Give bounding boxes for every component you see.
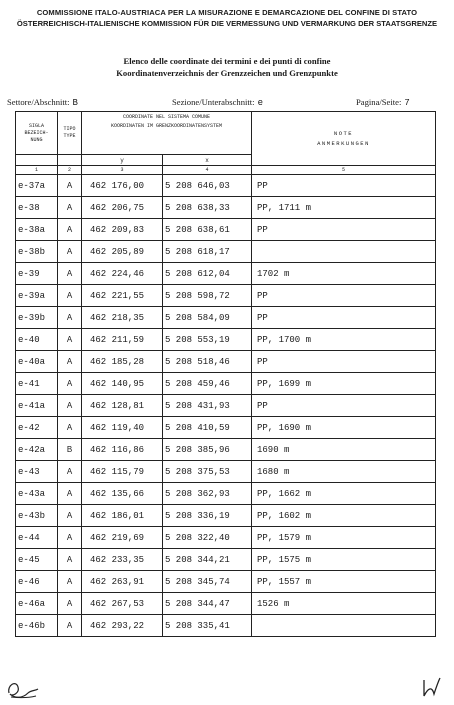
table-row	[16, 483, 436, 505]
cell-sigla: e-46	[16, 571, 58, 593]
table-row	[16, 505, 436, 527]
cell-type: A	[58, 461, 82, 483]
header-tipo-it: TIPO	[63, 126, 76, 132]
cell-type: A	[58, 263, 82, 285]
cell-note: PP, 1575 m	[252, 549, 436, 571]
column-number-2: 2	[58, 166, 82, 175]
cell-note: PP	[252, 219, 436, 241]
page-field	[356, 97, 410, 108]
header-x: x	[163, 155, 252, 166]
column-number-3: 3	[82, 166, 163, 175]
cell-note: 1680 m	[252, 461, 436, 483]
cell-type: A	[58, 417, 82, 439]
cell-x-coordinate: 5 208 612,04	[163, 263, 252, 285]
cell-x-coordinate: 5 208 336,19	[163, 505, 252, 527]
cell-note: 1702 m	[252, 263, 436, 285]
table-row	[16, 351, 436, 373]
cell-x-coordinate: 5 208 598,72	[163, 285, 252, 307]
cell-y-coordinate: 462 185,28	[82, 351, 163, 373]
cell-x-coordinate: 5 208 335,41	[163, 615, 252, 637]
cell-x-coordinate: 5 208 638,33	[163, 197, 252, 219]
cell-type: A	[58, 197, 82, 219]
header-y: y	[82, 155, 163, 166]
cell-y-coordinate: 462 209,83	[82, 219, 163, 241]
coordinates-table	[15, 111, 436, 637]
subsection-value: e	[257, 98, 263, 108]
header-blank-1	[16, 155, 58, 166]
table-row	[16, 373, 436, 395]
cell-type: A	[58, 373, 82, 395]
cell-y-coordinate: 462 186,01	[82, 505, 163, 527]
cell-x-coordinate: 5 208 375,53	[163, 461, 252, 483]
header-notes	[252, 112, 436, 166]
cell-y-coordinate: 462 128,81	[82, 395, 163, 417]
table-row	[16, 197, 436, 219]
cell-y-coordinate: 462 218,35	[82, 307, 163, 329]
cell-y-coordinate: 462 221,55	[82, 285, 163, 307]
header-tipo	[58, 112, 82, 155]
cell-type: A	[58, 351, 82, 373]
cell-sigla: e-46b	[16, 615, 58, 637]
cell-sigla: e-39	[16, 263, 58, 285]
cell-y-coordinate: 462 219,69	[82, 527, 163, 549]
cell-type: A	[58, 615, 82, 637]
sector-label: Settore/Abschnitt:	[7, 97, 70, 107]
table-row	[16, 461, 436, 483]
cell-sigla: e-38a	[16, 219, 58, 241]
cell-y-coordinate: 462 224,46	[82, 263, 163, 285]
cell-y-coordinate: 462 211,59	[82, 329, 163, 351]
table-row	[16, 527, 436, 549]
table-row	[16, 263, 436, 285]
table-row	[16, 329, 436, 351]
table-row	[16, 395, 436, 417]
cell-y-coordinate: 462 233,35	[82, 549, 163, 571]
cell-note: PP, 1557 m	[252, 571, 436, 593]
cell-x-coordinate: 5 208 345,74	[163, 571, 252, 593]
cell-note: PP, 1699 m	[252, 373, 436, 395]
subsection-label: Sezione/Unterabschnitt:	[172, 97, 255, 107]
cell-type: A	[58, 329, 82, 351]
cell-x-coordinate: 5 208 322,40	[163, 527, 252, 549]
cell-sigla: e-40	[16, 329, 58, 351]
cell-y-coordinate: 462 115,79	[82, 461, 163, 483]
table-row	[16, 593, 436, 615]
cell-note: PP	[252, 175, 436, 197]
commission-title-italian: COMMISSIONE ITALO-AUSTRIACA PER LA MISURAZIONE E DEMARCAZIONE DEL CONFINE DI STATO	[36, 8, 418, 17]
cell-x-coordinate: 5 208 584,09	[163, 307, 252, 329]
header-notes-it: NOTE	[333, 129, 354, 137]
cell-note	[252, 241, 436, 263]
cell-x-coordinate: 5 208 553,19	[163, 329, 252, 351]
cell-type: A	[58, 505, 82, 527]
cell-sigla: e-38	[16, 197, 58, 219]
cell-type: A	[58, 527, 82, 549]
cell-x-coordinate: 5 208 646,03	[163, 175, 252, 197]
table-row	[16, 417, 436, 439]
cell-x-coordinate: 5 208 385,96	[163, 439, 252, 461]
cell-y-coordinate: 462 135,66	[82, 483, 163, 505]
table-row	[16, 175, 436, 197]
cell-note	[252, 615, 436, 637]
cell-type: A	[58, 571, 82, 593]
document-title-german: Koordinatenverzeichnis der Grenzzeichen und Grenzpunkte	[116, 68, 338, 78]
sector-value: B	[72, 98, 78, 108]
cell-sigla: e-42a	[16, 439, 58, 461]
cell-note: PP, 1602 m	[252, 505, 436, 527]
cell-sigla: e-38b	[16, 241, 58, 263]
header-sigla-it: SIGLA	[28, 122, 44, 129]
cell-x-coordinate: 5 208 638,61	[163, 219, 252, 241]
cell-sigla: e-39a	[16, 285, 58, 307]
cell-x-coordinate: 5 208 362,93	[163, 483, 252, 505]
cell-x-coordinate: 5 208 431,93	[163, 395, 252, 417]
cell-y-coordinate: 462 176,00	[82, 175, 163, 197]
table-row	[16, 549, 436, 571]
cell-type: A	[58, 593, 82, 615]
handwritten-initials-icon	[420, 674, 444, 700]
cell-x-coordinate: 5 208 459,46	[163, 373, 252, 395]
cell-type: A	[58, 175, 82, 197]
cell-type: A	[58, 549, 82, 571]
sector-field	[7, 97, 78, 108]
header-coordinates-it: COORDINATE NEL SISTEMA COMUNE	[122, 114, 210, 120]
cell-y-coordinate: 462 206,75	[82, 197, 163, 219]
cell-sigla: e-46a	[16, 593, 58, 615]
cell-sigla: e-43	[16, 461, 58, 483]
cell-sigla: e-45	[16, 549, 58, 571]
column-number-4: 4	[163, 166, 252, 175]
cell-sigla: e-43a	[16, 483, 58, 505]
cell-y-coordinate: 462 263,91	[82, 571, 163, 593]
cell-y-coordinate: 462 267,53	[82, 593, 163, 615]
column-number-1: 1	[16, 166, 58, 175]
header-coordinates-de: KOORDINATEN IM GRENZKOORDINATENSYSTEM	[110, 123, 223, 129]
cell-sigla: e-40a	[16, 351, 58, 373]
cell-note: PP, 1690 m	[252, 417, 436, 439]
cell-note: PP, 1662 m	[252, 483, 436, 505]
cell-type: A	[58, 483, 82, 505]
table-row	[16, 307, 436, 329]
cell-x-coordinate: 5 208 344,21	[163, 549, 252, 571]
table-row	[16, 571, 436, 593]
cell-sigla: e-37a	[16, 175, 58, 197]
subsection-field	[172, 97, 263, 108]
cell-y-coordinate: 462 140,95	[82, 373, 163, 395]
coordinates-table-body	[16, 175, 436, 637]
commission-title-german: ÖSTERREICHISCH-ITALIENISCHE KOMMISSION FÜR DIE VERMESSUNG UND VERMARKUNG DER STAATSGRENZE	[16, 19, 438, 28]
document-title-italian: Elenco delle coordinate dei termini e dei punti di confine	[123, 56, 331, 66]
header-sigla-de-1: BEZEICH-	[24, 129, 49, 136]
cell-note: PP	[252, 285, 436, 307]
cell-x-coordinate: 5 208 344,47	[163, 593, 252, 615]
cell-note: PP, 1579 m	[252, 527, 436, 549]
cell-sigla: e-41	[16, 373, 58, 395]
cell-note: 1690 m	[252, 439, 436, 461]
cell-note: PP, 1700 m	[252, 329, 436, 351]
header-tipo-de: TYPE	[63, 133, 76, 139]
cell-sigla: e-39b	[16, 307, 58, 329]
cell-type: B	[58, 439, 82, 461]
handwritten-signature-icon	[6, 677, 40, 701]
table-row	[16, 439, 436, 461]
cell-y-coordinate: 462 116,86	[82, 439, 163, 461]
cell-note: 1526 m	[252, 593, 436, 615]
cell-note: PP, 1711 m	[252, 197, 436, 219]
cell-note: PP	[252, 395, 436, 417]
cell-y-coordinate: 462 205,89	[82, 241, 163, 263]
cell-note: PP	[252, 351, 436, 373]
cell-y-coordinate: 462 293,22	[82, 615, 163, 637]
page-label: Pagina/Seite:	[356, 97, 402, 107]
header-sigla	[16, 112, 58, 155]
cell-type: A	[58, 241, 82, 263]
cell-note: PP	[252, 307, 436, 329]
cell-sigla: e-43b	[16, 505, 58, 527]
table-row	[16, 615, 436, 637]
cell-x-coordinate: 5 208 518,46	[163, 351, 252, 373]
cell-sigla: e-44	[16, 527, 58, 549]
header-sigla-de-2: NUNG	[30, 136, 43, 143]
table-row	[16, 241, 436, 263]
page-value: 7	[404, 98, 410, 108]
table-row	[16, 285, 436, 307]
cell-sigla: e-41a	[16, 395, 58, 417]
table-row	[16, 219, 436, 241]
cell-type: A	[58, 285, 82, 307]
header-coordinates	[82, 112, 252, 155]
cell-x-coordinate: 5 208 410,59	[163, 417, 252, 439]
cell-type: A	[58, 307, 82, 329]
header-notes-de: ANMERKUNGEN	[317, 139, 370, 147]
cell-sigla: e-42	[16, 417, 58, 439]
cell-y-coordinate: 462 119,40	[82, 417, 163, 439]
cell-x-coordinate: 5 208 618,17	[163, 241, 252, 263]
header-blank-2	[58, 155, 82, 166]
cell-type: A	[58, 395, 82, 417]
cell-type: A	[58, 219, 82, 241]
column-number-5: 5	[252, 166, 436, 175]
